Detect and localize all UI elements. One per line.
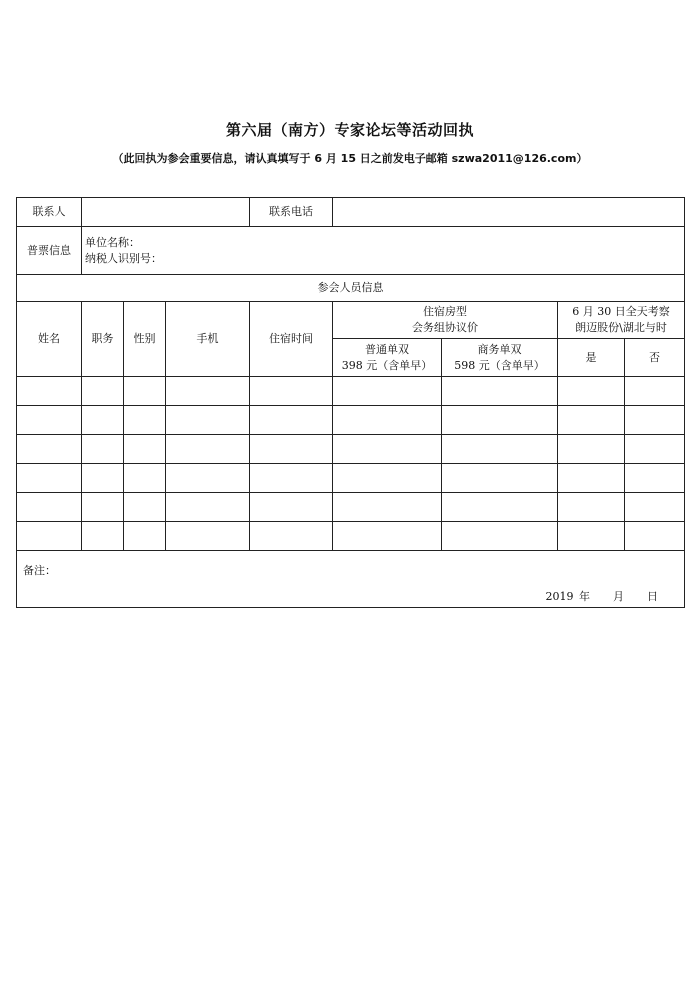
gender-cell[interactable] [124,435,166,464]
table-row [17,522,685,551]
invoice-label: 普票信息 [17,227,82,275]
table-row [17,377,685,406]
position-cell[interactable] [82,435,124,464]
business-room-cell[interactable] [442,493,558,522]
col-name-header: 姓名 [17,302,82,377]
name-cell[interactable] [17,377,82,406]
standard-room-cell[interactable] [333,522,442,551]
gender-cell[interactable] [124,493,166,522]
room-type-note: 会务组协议价 [412,321,479,334]
visit-no-cell[interactable] [625,493,685,522]
stay-cell[interactable] [250,435,333,464]
date-day-unit: 日 [647,590,659,603]
standard-room-cell[interactable] [333,435,442,464]
standard-room-price: 398 元（含单早） [341,358,433,372]
business-room-cell[interactable] [442,377,558,406]
visit-no-cell[interactable] [625,406,685,435]
remarks-field[interactable] [17,551,685,608]
position-cell[interactable] [82,522,124,551]
position-cell[interactable] [82,406,124,435]
visit-yes-cell[interactable] [558,377,625,406]
business-room-price: 598 元（含单早） [454,358,545,372]
remarks-label: 备注： [23,564,56,577]
table-row [17,493,685,522]
mobile-cell[interactable] [166,464,250,493]
remarks-row [17,551,685,608]
mobile-cell[interactable] [166,377,250,406]
visit-yes-cell[interactable] [558,522,625,551]
stay-cell[interactable] [250,406,333,435]
visit-yes-cell[interactable] [558,493,625,522]
col-gender-header: 性别 [124,302,166,377]
name-cell[interactable] [17,406,82,435]
business-room-cell[interactable] [442,435,558,464]
standard-room-cell[interactable] [333,493,442,522]
site-visit-header [558,302,685,339]
name-cell[interactable] [17,522,82,551]
taxpayer-id-label: 纳税人识别号： [85,251,162,265]
visit-yes-cell[interactable] [558,406,625,435]
attendees-header-row [17,302,685,339]
business-room-header [442,339,558,377]
visit-no-header: 否 [625,339,685,377]
col-mobile-header: 手机 [166,302,250,377]
table-row [17,464,685,493]
position-cell[interactable] [82,493,124,522]
name-cell[interactable] [17,464,82,493]
contact-phone-field[interactable] [333,198,685,227]
page-subtitle: （此回执为参会重要信息，请认真填写于 6 月 15 日之前发电子邮箱 szwa2011@126.com） [112,152,588,165]
business-room-cell[interactable] [442,464,558,493]
reply-form-table [16,197,685,608]
attendees-section-label: 参会人员信息 [17,275,685,302]
visit-yes-cell[interactable] [558,464,625,493]
mobile-cell[interactable] [166,406,250,435]
visit-yes-header: 是 [558,339,625,377]
date-year: 2019 [545,590,574,603]
name-cell[interactable] [17,493,82,522]
name-cell[interactable] [17,435,82,464]
gender-cell[interactable] [124,406,166,435]
table-row [17,406,685,435]
gender-cell[interactable] [124,522,166,551]
company-name-label: 单位名称： [85,235,140,249]
standard-room-cell[interactable] [333,406,442,435]
standard-room-title: 普通单双 [365,342,410,356]
signature-date [546,589,659,605]
invoice-row [17,227,685,275]
position-cell[interactable] [82,464,124,493]
mobile-cell[interactable] [166,522,250,551]
stay-cell[interactable] [250,493,333,522]
stay-cell[interactable] [250,377,333,406]
date-year-unit: 年 [579,590,591,603]
contact-phone-label: 联系电话 [250,198,333,227]
visit-no-cell[interactable] [625,464,685,493]
date-month-unit: 月 [613,590,625,603]
contact-person-label: 联系人 [17,198,82,227]
business-room-title: 商务单双 [477,342,522,356]
site-visit-companies: 朗迈股份\湖北与时 [575,321,667,334]
stay-cell[interactable] [250,464,333,493]
page-title: 第六届（南方）专家论坛等活动回执 [225,121,474,139]
gender-cell[interactable] [124,464,166,493]
standard-room-header [333,339,442,377]
stay-cell[interactable] [250,522,333,551]
standard-room-cell[interactable] [333,464,442,493]
business-room-cell[interactable] [442,406,558,435]
gender-cell[interactable] [124,377,166,406]
invoice-info-field[interactable] [82,227,685,275]
business-room-cell[interactable] [442,522,558,551]
visit-yes-cell[interactable] [558,435,625,464]
visit-no-cell[interactable] [625,522,685,551]
mobile-cell[interactable] [166,493,250,522]
standard-room-cell[interactable] [333,377,442,406]
contact-row [17,198,685,227]
col-position-header: 职务 [82,302,124,377]
attendees-section-row [17,275,685,302]
visit-no-cell[interactable] [625,377,685,406]
position-cell[interactable] [82,377,124,406]
room-type-title: 住宿房型 [423,305,468,318]
site-visit-date: 6 月 30 日全天考察 [572,305,670,318]
contact-person-field[interactable] [82,198,250,227]
col-stay-header: 住宿时间 [250,302,333,377]
table-row [17,435,685,464]
mobile-cell[interactable] [166,435,250,464]
room-type-header [333,302,558,339]
visit-no-cell[interactable] [625,435,685,464]
